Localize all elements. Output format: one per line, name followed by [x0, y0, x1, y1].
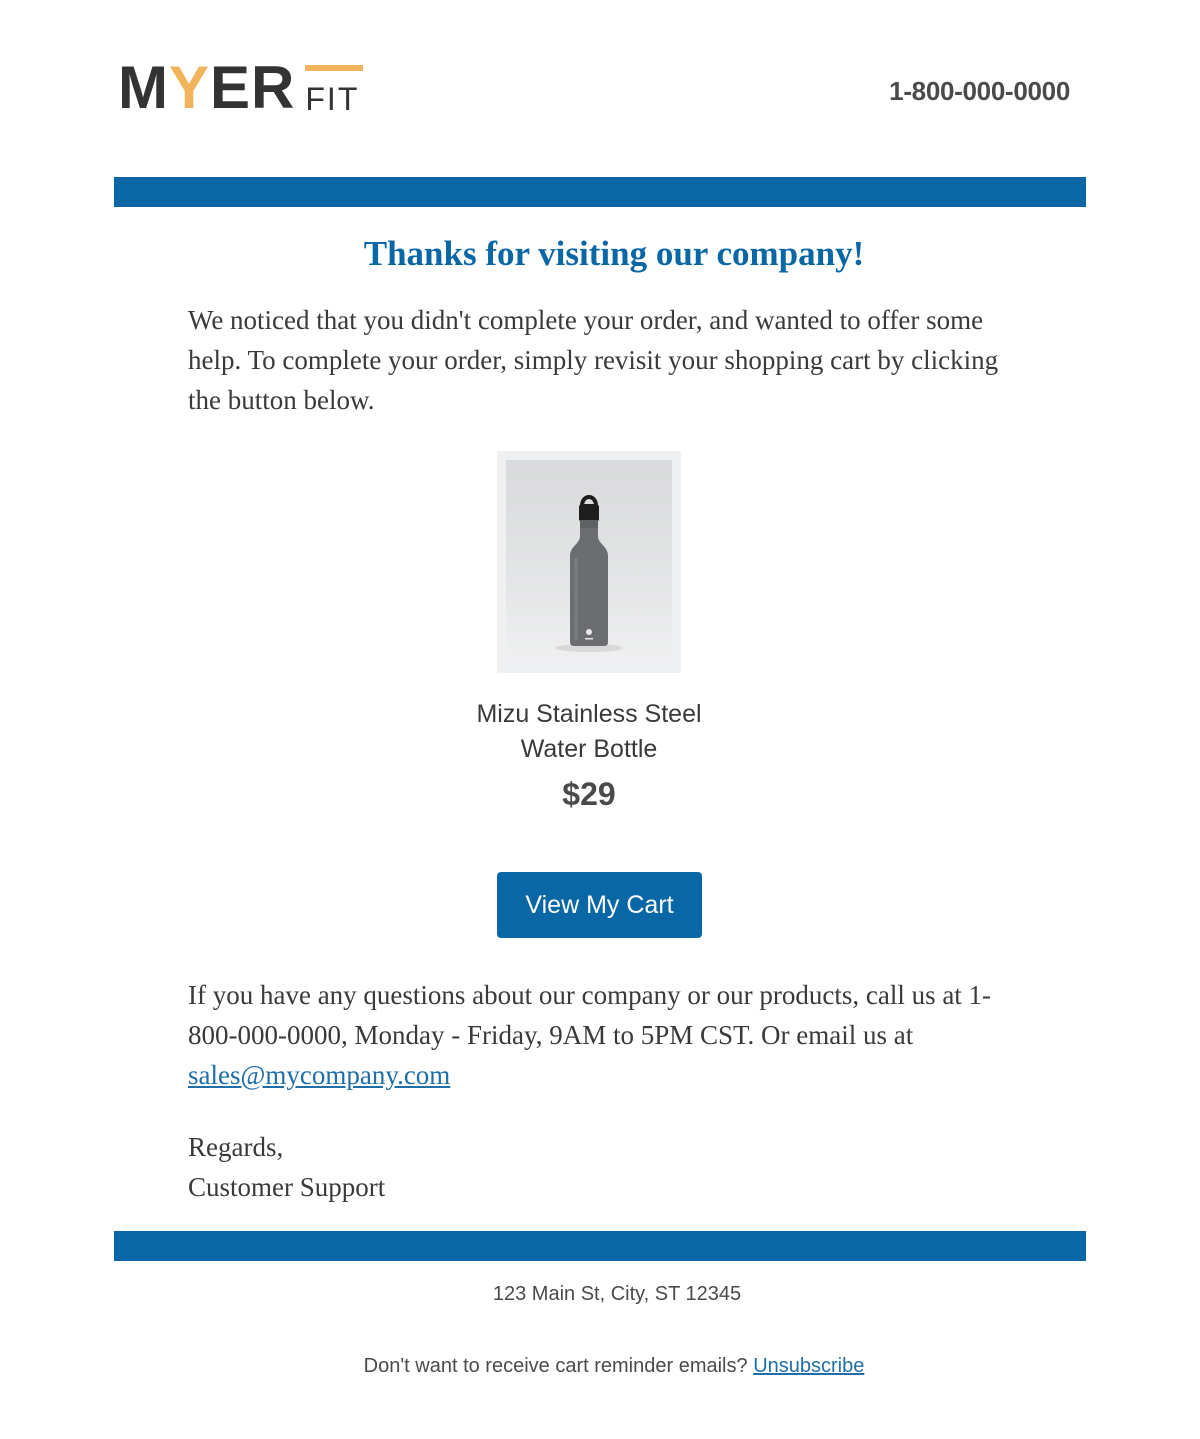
product-name[interactable] — [389, 697, 789, 767]
unsubscribe-line — [0, 1355, 1200, 1378]
logo-wordmark: MYER — [118, 54, 296, 121]
intro-paragraph: We noticed that you didn't complete your order, and wanted to offer some help. To complete your order, simply revisit your shopping cart by clicking the button below. — [188, 305, 999, 415]
product-name-line1: Mizu Stainless Steel — [476, 700, 702, 728]
header-phone-number[interactable]: 1-800-000-0000 — [889, 76, 1070, 106]
sales-email-link[interactable]: sales@mycompany.com — [188, 1060, 451, 1090]
contact-paragraph — [188, 975, 1008, 1095]
product-name-line2: Water Bottle — [520, 735, 658, 763]
signature-name: Customer Support — [188, 1172, 386, 1202]
signature-regards: Regards, — [188, 1132, 284, 1162]
myer-fit-logo[interactable] — [118, 54, 360, 121]
footer-address: 123 Main St, City, ST 12345 — [492, 1283, 742, 1305]
signature — [188, 1127, 1008, 1207]
product-image-frame[interactable] — [497, 451, 681, 673]
logo-sub: FIT — [305, 62, 359, 114]
bottom-divider-bar — [114, 1231, 1086, 1261]
top-divider-bar — [114, 177, 1086, 207]
contact-text: If you have any questions about our company or our products, call us at 1-800-000-0000, Monday - Friday, 9AM to 5PM CST. Or email us at — [188, 980, 992, 1050]
water-bottle-photo-icon — [506, 460, 672, 666]
view-my-cart-button[interactable]: View My Cart — [497, 872, 702, 938]
unsubscribe-prompt: Don't want to receive cart reminder emails? — [363, 1355, 748, 1377]
email-headline: Thanks for visiting our company! — [363, 234, 865, 273]
product-price: $29 — [562, 776, 616, 812]
unsubscribe-link[interactable]: Unsubscribe — [753, 1355, 865, 1377]
email-header — [0, 0, 1200, 170]
logo-accent-bar — [305, 65, 363, 71]
